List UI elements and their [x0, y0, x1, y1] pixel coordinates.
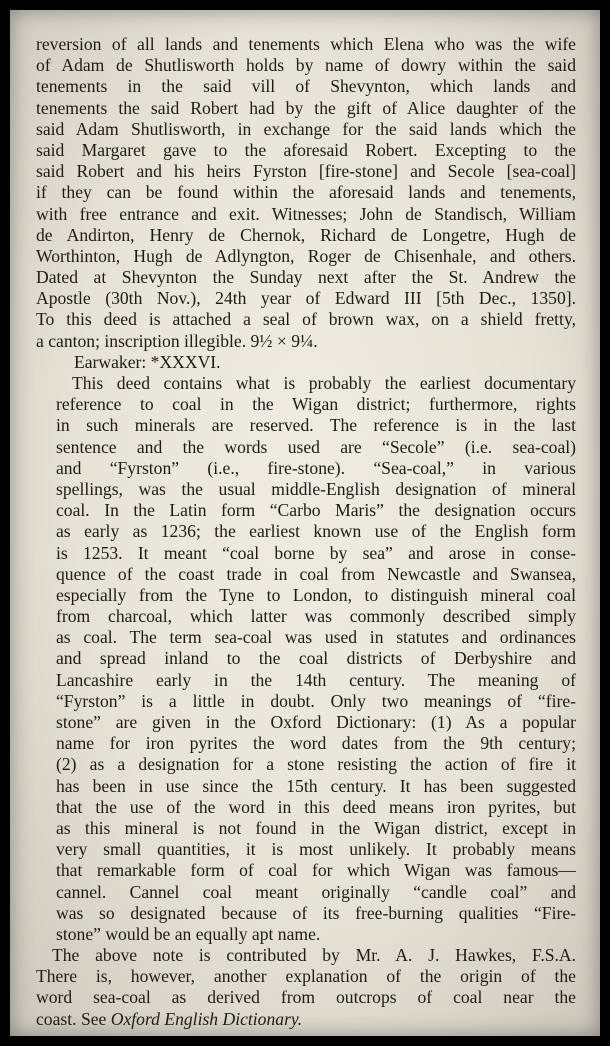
dictionary-title: Oxford English Dictionary.: [110, 1008, 303, 1029]
text-line: is 1253. It meant “coal borne by sea” and arose in conse-: [56, 542, 576, 563]
text-line: Dated at Shevynton the Sunday next after the St. Andrew the: [36, 267, 576, 288]
text-line: coal. In the Latin form “Carbo Maris” the designation occurs: [56, 500, 576, 521]
text-line: and “Fyrston” (i.e., fire-stone). “Sea-coal,” in various: [56, 457, 576, 478]
text-line: stone” are given in the Oxford Dictionary: (1) As a popular: [56, 712, 576, 732]
text-line: very small quantities, it is most unlikely. It probably means: [56, 839, 576, 860]
text-line: There is, however, another explanation of the origin of the: [36, 966, 576, 987]
document-page: [36, 34, 576, 1030]
paragraph-commentary: [36, 373, 576, 945]
text-line: said Margaret gave to the aforesaid Robert. Excepting to the: [36, 139, 576, 160]
text-line: in such minerals are reserved. The reference is in the last: [56, 415, 576, 436]
paragraph-deed-text: [36, 34, 576, 352]
text-line: To this deed is attached a seal of brown wax, on a shield fretty,: [36, 309, 576, 330]
text-line: as early as 1236; the earliest known use of the English form: [56, 521, 576, 542]
text-line: as this mineral is not found in the Wigan district, except in: [56, 817, 576, 838]
text-line: with free entrance and exit. Witnesses; John de Standisch, William: [36, 203, 576, 224]
text-line: “Fyrston” is a little in doubt. Only two meanings of “fire-: [56, 690, 576, 711]
text-line: stone” would be an equally apt name.: [56, 923, 321, 944]
text-line: quence of the coast trade in coal from Newcastle and Swansea,: [56, 563, 576, 584]
paragraph-note: [36, 945, 576, 1030]
text-line-final: [36, 1009, 576, 1030]
text-line: This deed contains what is probably the earliest documentary: [72, 373, 576, 393]
text-line: that remarkable form of coal for which Wigan was famous—: [56, 860, 576, 881]
text-line: name for iron pyrites the word dates from the 9th century;: [56, 733, 576, 754]
text-segment: coast. See: [36, 1008, 111, 1029]
text-line: as coal. The term sea-coal was used in statutes and ordinances: [56, 627, 576, 648]
text-line: Lancashire early in the 14th century. The meaning of: [56, 669, 576, 690]
text-line: if they can be found within the aforesaid lands and tenements,: [36, 182, 576, 203]
text-line: has been in use since the 15th century. It has been suggested: [56, 775, 576, 796]
text-line: reference to coal in the Wigan district; furthermore, rights: [56, 394, 576, 415]
text-line: and spread inland to the coal districts of Derbyshire and: [56, 648, 576, 669]
text-line: spellings, was the usual middle-English designation of mineral: [56, 478, 576, 499]
text-line: especially from the Tyne to London, to distinguish mineral coal: [56, 584, 576, 605]
text-line: word sea-coal as derived from outcrops of coal near the: [36, 987, 576, 1008]
earwaker-reference: Earwaker: *XXXVI.: [74, 351, 221, 372]
text-line: was so designated because of its free-burning qualities “Fire-: [56, 902, 576, 923]
text-line: said Robert and his heirs Fyrston [fire-stone] and Secole [sea-coal]: [36, 161, 576, 182]
text-line: Worthinton, Hugh de Adlyngton, Roger de Chisenhale, and others.: [36, 245, 576, 266]
text-line: from charcoal, which latter was commonly described simply: [56, 606, 576, 627]
text-line: tenements the said Robert had by the gift of Alice daughter of the: [36, 97, 576, 118]
text-line: said Adam Shutlisworth, in exchange for the said lands which the: [36, 118, 576, 139]
text-line: The above note is contributed by Mr. A. J. Hawkes, F.S.A.: [52, 945, 576, 966]
text-line: of Adam de Shutlisworth holds by name of dowry within the said: [36, 55, 576, 76]
text-line: cannel. Cannel coal meant originally “candle coal” and: [56, 881, 576, 902]
text-line: a canton; inscription illegible. 9½ × 9¼.: [36, 330, 318, 351]
text-line: Apostle (30th Nov.), 24th year of Edward III [5th Dec., 1350].: [36, 288, 576, 309]
text-line: sentence and the words used are “Secole” (i.e. sea-coal): [56, 436, 576, 457]
text-line: reversion of all lands and tenements which Elena who was the wife: [36, 34, 576, 54]
text-line: that the use of the word in this deed means iron pyrites, but: [56, 796, 576, 817]
page-frame: [10, 10, 600, 1036]
text-line: tenements in the said vill of Shevynton, which lands and: [36, 76, 576, 97]
text-line: de Andirton, Henry de Chernok, Richard de Longetre, Hugh de: [36, 224, 576, 245]
text-line: (2) as a designation for a stone resisting the action of fire it: [56, 754, 576, 775]
